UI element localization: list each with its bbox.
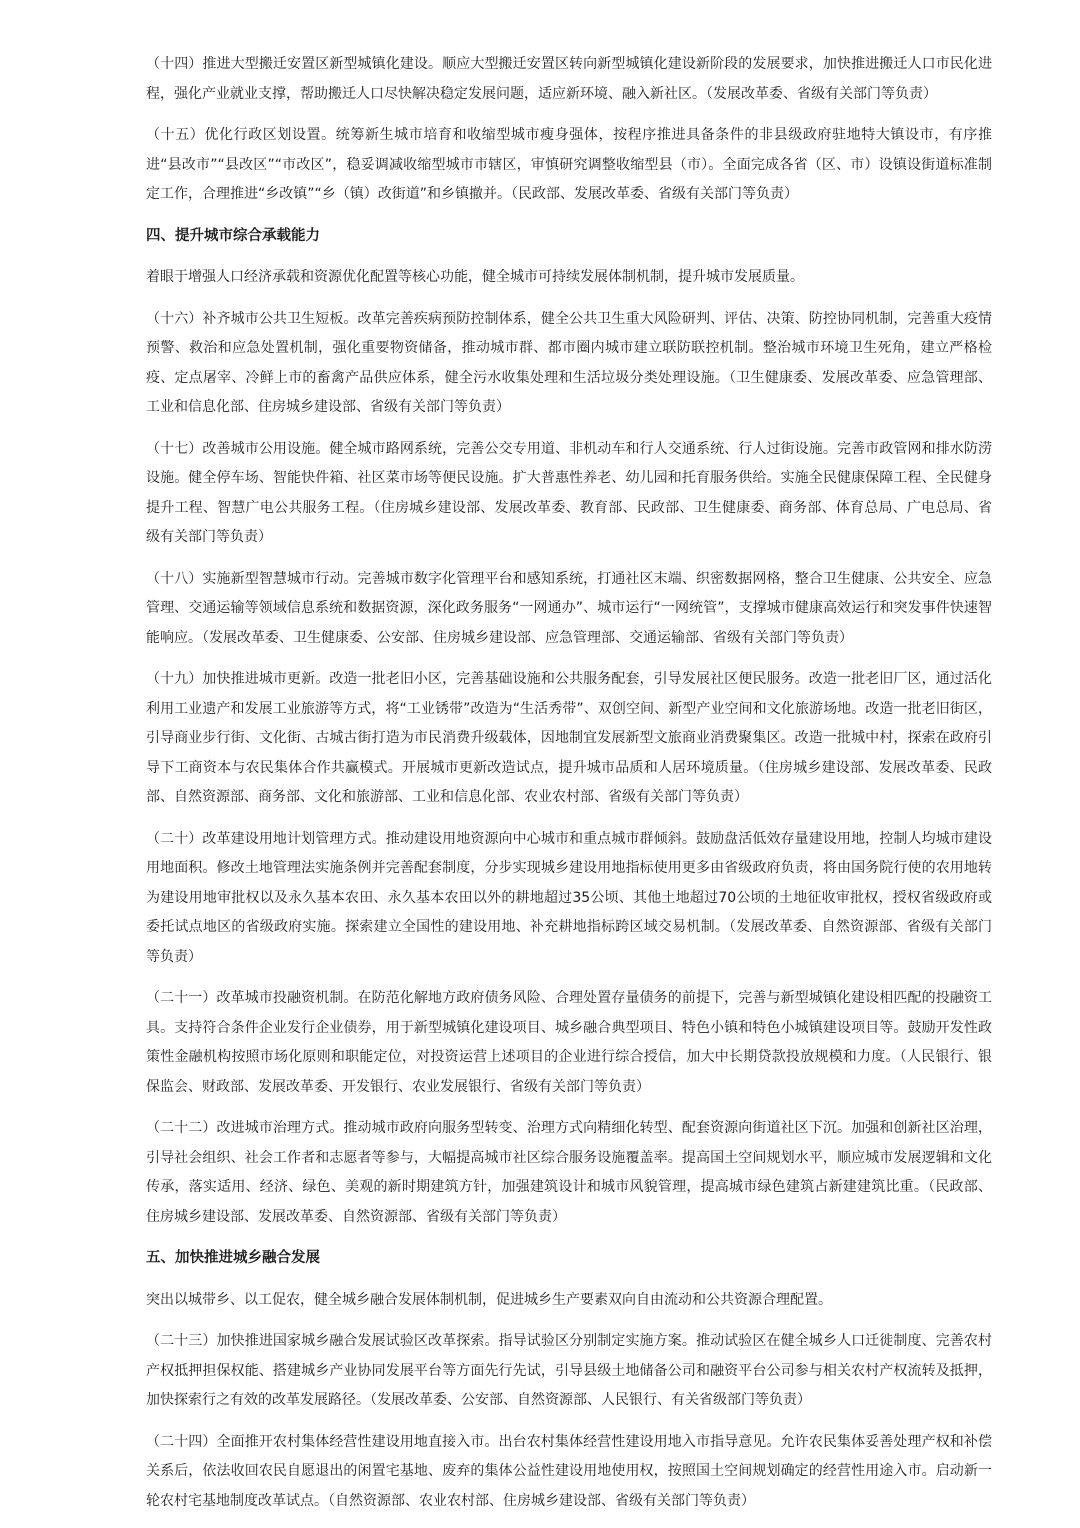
document-page [146, 50, 992, 1528]
paragraph-17: （十七）改善城市公用设施。健全城市路网系统，完善公交专用道、非机动车和行人交通系统、行人过街设施。完善市政管网和排水防涝设施。健全停车场、智能快件箱、社区菜市场等便民设施。扩大普惠性养老、幼儿园和托育服务供给。实施全民健康保障工程、全民健身提升工程、智慧广电公共服务工程。（住房城乡建设部、发展改革委、教育部、民政部、卫生健康委、商务部、体育总局、广电总局、省级有关部门等负责） [146, 440, 992, 545]
paragraph-22: （二十二）改进城市治理方式。推动城市政府向服务型转变、治理方式向精细化转型、配套资源向街道社区下沉。加强和创新社区治理，引导社会组织、社会工作者和志愿者等参与，大幅提高城市社区综合服务设施覆盖率。提高国土空间规划水平，顺应城市发展逻辑和文化传承，落实适用、经济、绿色、美观的新时期建筑方针，加强建筑设计和城市风貌管理，提高城市绿色建筑占新建建筑比重。（民政部、住房城乡建设部、发展改革委、自然资源部、省级有关部门等负责） [146, 1120, 992, 1225]
section-heading-4: 四、提升城市综合承载能力 [146, 227, 320, 244]
section-intro-4: 着眼于增强人口经济承载和资源优化配置等核心功能，健全城市可持续发展体制机制，提升城市发展质量。 [146, 269, 804, 285]
paragraph-15: （十五）优化行政区划设置。统筹新生城市培育和收缩型城市瘦身强体，按程序推进具备条件的非县级政府驻地特大镇设市，有序推进“县改市”“县改区”“市改区”，稳妥调减收缩型城市市辖区，审慎研究调整收缩型县（市）。全面完成各省（区、市）设镇设街道标准制定工作，合理推进“乡改镇”“乡（镇）改街道”和乡镇撤并。（民政部、发展改革委、省级有关部门等负责） [146, 127, 992, 202]
paragraph-23: （二十三）加快推进国家城乡融合发展试验区改革探索。指导试验区分别制定实施方案。推动试验区在健全城乡人口迁徙制度、完善农村产权抵押担保权能、搭建城乡产业协同发展平台等方面先行先试，引导县级土地储备公司和融资平台公司参与相关农村产权流转及抵押，加快探索行之有效的改革发展路径。（发展改革委、公安部、自然资源部、人民银行、有关省级部门等负责） [146, 1333, 992, 1408]
paragraph-19: （十九）加快推进城市更新。改造一批老旧小区，完善基础设施和公共服务配套，引导发展社区便民服务。改造一批老旧厂区，通过活化利用工业遗产和发展工业旅游等方式，将“工业锈带”改造为“生活秀带”、双创空间、新型产业空间和文化旅游场地。改造一批老旧街区，引导商业步行街、文化街、古城古街打造为市民消费升级载体，因地制宜发展新型文旅商业消费聚集区。改造一批城中村，探索在政府引导下工商资本与农民集体合作共赢模式。开展城市更新改造试点，提升城市品质和人居环境质量。（住房城乡建设部、发展改革委、民政部、自然资源部、商务部、文化和旅游部、工业和信息化部、农业农村部、省级有关部门等负责） [146, 671, 992, 805]
paragraph-20: （二十）改革建设用地计划管理方式。推动建设用地资源向中心城市和重点城市群倾斜。鼓励盘活低效存量建设用地，控制人均城市建设用地面积。修改土地管理法实施条例并完善配套制度，分步实现城乡建设用地指标使用更多由省级政府负责，将由国务院行使的农用地转为建设用地审批权以及永久基本农田、永久基本农田以外的耕地超过35公顷、其他土地超过70公顷的土地征收审批权，授权省级政府或委托试点地区的省级政府实施。探索建立全国性的建设用地、补充耕地指标跨区域交易机制。（发展改革委、自然资源部、省级有关部门等负责） [146, 830, 992, 965]
paragraph-16: （十六）补齐城市公共卫生短板。改革完善疾病预防控制体系，健全公共卫生重大风险研判、评估、决策、防控协同机制，完善重大疫情预警、救治和应急处置机制，强化重要物资储备，推动城市群、都市圈内城市建立联防联控机制。整治城市环境卫生死角，建立严格检疫、定点屠宰、冷鲜上市的畜禽产品供应体系，健全污水收集处理和生活垃圾分类处理设施。（卫生健康委、发展改革委、应急管理部、工业和信息化部、住房城乡建设部、省级有关部门等负责） [146, 310, 992, 415]
paragraph-21: （二十一）改革城市投融资机制。在防范化解地方政府债务风险、合理处置存量债务的前提下，完善与新型城镇化建设相匹配的投融资工具。支持符合条件企业发行企业债券，用于新型城镇化建设项目、城乡融合典型项目、特色小镇和特色小城镇建设项目等。鼓励开发性政策性金融机构按照市场化原则和职能定位，对投资运营上述项目的企业进行综合授信，加大中长期贷款投放规模和力度。（人民银行、银保监会、财政部、发展改革委、开发银行、农业发展银行、省级有关部门等负责） [146, 990, 992, 1095]
section-heading-5: 五、加快推进城乡融合发展 [146, 1250, 320, 1266]
section-intro-5: 突出以城带乡、以工促农，健全城乡融合发展体制机制，促进城乡生产要素双向自由流动和公共资源合理配置。 [146, 1291, 832, 1308]
paragraph-24: （二十四）全面推开农村集体经营性建设用地直接入市。出台农村集体经营性建设用地入市指导意见。允许农民集体妥善处理产权和补偿关系后，依法收回农民自愿退出的闲置宅基地、废弃的集体公益性建设用地使用权，按照国土空间规划确定的经营性用途入市。启动新一轮农村宅基地制度改革试点。（自然资源部、农业农村部、住房城乡建设部、省级有关部门等负责） [146, 1433, 992, 1509]
paragraph-18: （十八）实施新型智慧城市行动。完善城市数字化管理平台和感知系统，打通社区末端、织密数据网格，整合卫生健康、公共安全、应急管理、交通运输等领域信息系统和数据资源，深化政务服务“一网通办”、城市运行“一网统管”，支撑城市健康高效运行和突发事件快速智能响应。（发展改革委、卫生健康委、公安部、住房城乡建设部、应急管理部、交通运输部、省级有关部门等负责） [146, 570, 992, 646]
paragraph-14: （十四）推进大型搬迁安置区新型城镇化建设。顺应大型搬迁安置区转向新型城镇化建设新阶段的发展要求，加快推进搬迁人口市民化进程，强化产业就业支撑，帮助搬迁人口尽快解决稳定发展问题，适应新环境、融入新社区。（发展改革委、省级有关部门等负责） [146, 56, 992, 102]
